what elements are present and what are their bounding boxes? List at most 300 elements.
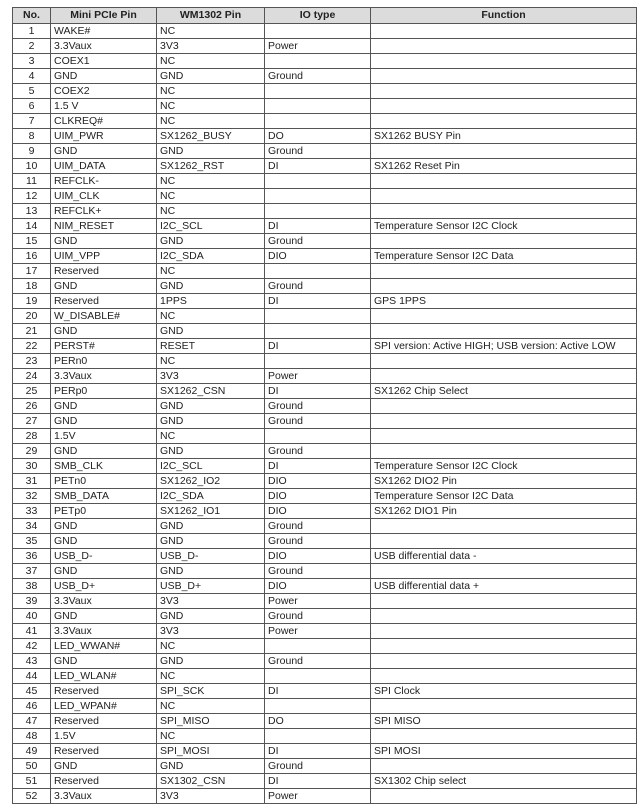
cell-wm1302-pin: GND bbox=[157, 324, 265, 339]
table-row bbox=[13, 714, 637, 729]
cell-mini-pcie-pin: PERp0 bbox=[51, 384, 157, 399]
cell-wm1302-pin: NC bbox=[157, 729, 265, 744]
cell-no: 39 bbox=[13, 594, 51, 609]
cell-no: 23 bbox=[13, 354, 51, 369]
cell-io-type: DIO bbox=[265, 579, 371, 594]
cell-io-type: Ground bbox=[265, 234, 371, 249]
cell-no: 46 bbox=[13, 699, 51, 714]
cell-io-type: Ground bbox=[265, 759, 371, 774]
table-row bbox=[13, 309, 637, 324]
cell-io-type: DIO bbox=[265, 474, 371, 489]
cell-wm1302-pin: GND bbox=[157, 534, 265, 549]
cell-function: Temperature Sensor I2C Data bbox=[371, 249, 637, 264]
cell-function: SX1262 BUSY Pin bbox=[371, 129, 637, 144]
cell-no: 38 bbox=[13, 579, 51, 594]
cell-io-type: DIO bbox=[265, 489, 371, 504]
cell-function bbox=[371, 114, 637, 129]
cell-wm1302-pin: USB_D+ bbox=[157, 579, 265, 594]
cell-function bbox=[371, 309, 637, 324]
table-row bbox=[13, 444, 637, 459]
cell-io-type: DI bbox=[265, 219, 371, 234]
cell-function bbox=[371, 729, 637, 744]
cell-io-type bbox=[265, 54, 371, 69]
cell-function bbox=[371, 189, 637, 204]
cell-mini-pcie-pin: GND bbox=[51, 279, 157, 294]
cell-no: 4 bbox=[13, 69, 51, 84]
cell-mini-pcie-pin: GND bbox=[51, 609, 157, 624]
cell-io-type: Ground bbox=[265, 279, 371, 294]
cell-no: 21 bbox=[13, 324, 51, 339]
cell-no: 3 bbox=[13, 54, 51, 69]
cell-io-type: Ground bbox=[265, 444, 371, 459]
cell-no: 36 bbox=[13, 549, 51, 564]
cell-function bbox=[371, 24, 637, 39]
cell-mini-pcie-pin: COEX1 bbox=[51, 54, 157, 69]
cell-wm1302-pin: NC bbox=[157, 669, 265, 684]
cell-io-type bbox=[265, 84, 371, 99]
cell-no: 26 bbox=[13, 399, 51, 414]
cell-mini-pcie-pin: GND bbox=[51, 759, 157, 774]
cell-mini-pcie-pin: PERn0 bbox=[51, 354, 157, 369]
cell-wm1302-pin: NC bbox=[157, 54, 265, 69]
cell-function: Temperature Sensor I2C Data bbox=[371, 489, 637, 504]
cell-no: 31 bbox=[13, 474, 51, 489]
cell-wm1302-pin: SX1262_CSN bbox=[157, 384, 265, 399]
cell-no: 14 bbox=[13, 219, 51, 234]
cell-io-type bbox=[265, 204, 371, 219]
cell-io-type: DI bbox=[265, 684, 371, 699]
cell-wm1302-pin: NC bbox=[157, 354, 265, 369]
cell-no: 34 bbox=[13, 519, 51, 534]
table-row bbox=[13, 459, 637, 474]
cell-wm1302-pin: SX1262_RST bbox=[157, 159, 265, 174]
cell-wm1302-pin: I2C_SCL bbox=[157, 459, 265, 474]
cell-mini-pcie-pin: Reserved bbox=[51, 714, 157, 729]
table-row bbox=[13, 564, 637, 579]
cell-no: 19 bbox=[13, 294, 51, 309]
table-row bbox=[13, 609, 637, 624]
cell-function: SPI Clock bbox=[371, 684, 637, 699]
cell-mini-pcie-pin: GND bbox=[51, 414, 157, 429]
cell-no: 42 bbox=[13, 639, 51, 654]
cell-mini-pcie-pin: GND bbox=[51, 324, 157, 339]
cell-mini-pcie-pin: GND bbox=[51, 399, 157, 414]
cell-no: 16 bbox=[13, 249, 51, 264]
cell-wm1302-pin: NC bbox=[157, 189, 265, 204]
cell-io-type: DI bbox=[265, 774, 371, 789]
table-row bbox=[13, 639, 637, 654]
cell-io-type: DIO bbox=[265, 249, 371, 264]
cell-function: Temperature Sensor I2C Clock bbox=[371, 459, 637, 474]
cell-no: 45 bbox=[13, 684, 51, 699]
table-row bbox=[13, 699, 637, 714]
cell-wm1302-pin: SPI_MISO bbox=[157, 714, 265, 729]
cell-mini-pcie-pin: 1.5V bbox=[51, 429, 157, 444]
cell-mini-pcie-pin: 1.5 V bbox=[51, 99, 157, 114]
cell-mini-pcie-pin: GND bbox=[51, 444, 157, 459]
cell-no: 50 bbox=[13, 759, 51, 774]
cell-wm1302-pin: GND bbox=[157, 519, 265, 534]
cell-wm1302-pin: NC bbox=[157, 24, 265, 39]
cell-no: 5 bbox=[13, 84, 51, 99]
cell-io-type bbox=[265, 309, 371, 324]
cell-io-type: Power bbox=[265, 369, 371, 384]
cell-mini-pcie-pin: REFCLK+ bbox=[51, 204, 157, 219]
cell-function: Temperature Sensor I2C Clock bbox=[371, 219, 637, 234]
cell-wm1302-pin: 3V3 bbox=[157, 624, 265, 639]
cell-function: SX1302 Chip select bbox=[371, 774, 637, 789]
cell-wm1302-pin: SX1302_CSN bbox=[157, 774, 265, 789]
cell-no: 7 bbox=[13, 114, 51, 129]
cell-wm1302-pin: GND bbox=[157, 414, 265, 429]
cell-mini-pcie-pin: CLKREQ# bbox=[51, 114, 157, 129]
cell-wm1302-pin: GND bbox=[157, 399, 265, 414]
cell-no: 30 bbox=[13, 459, 51, 474]
cell-io-type bbox=[265, 669, 371, 684]
cell-function: SPI version: Active HIGH; USB version: Active LOW bbox=[371, 339, 637, 354]
table-row bbox=[13, 339, 637, 354]
table-row bbox=[13, 624, 637, 639]
header-no: No. bbox=[13, 8, 51, 24]
cell-function bbox=[371, 54, 637, 69]
table-row bbox=[13, 114, 637, 129]
cell-wm1302-pin: GND bbox=[157, 144, 265, 159]
cell-io-type bbox=[265, 24, 371, 39]
table-row bbox=[13, 39, 637, 54]
table-row bbox=[13, 669, 637, 684]
cell-io-type bbox=[265, 99, 371, 114]
cell-mini-pcie-pin: GND bbox=[51, 654, 157, 669]
table-row bbox=[13, 69, 637, 84]
cell-io-type: Ground bbox=[265, 654, 371, 669]
table-row bbox=[13, 99, 637, 114]
cell-mini-pcie-pin: UIM_CLK bbox=[51, 189, 157, 204]
cell-no: 51 bbox=[13, 774, 51, 789]
table-row bbox=[13, 354, 637, 369]
cell-no: 20 bbox=[13, 309, 51, 324]
cell-mini-pcie-pin: GND bbox=[51, 534, 157, 549]
cell-function bbox=[371, 369, 637, 384]
cell-no: 2 bbox=[13, 39, 51, 54]
header-wm1302-pin: WM1302 Pin bbox=[157, 8, 265, 24]
cell-no: 18 bbox=[13, 279, 51, 294]
cell-function: SX1262 Chip Select bbox=[371, 384, 637, 399]
cell-wm1302-pin: GND bbox=[157, 564, 265, 579]
cell-no: 17 bbox=[13, 264, 51, 279]
cell-function: SX1262 Reset Pin bbox=[371, 159, 637, 174]
cell-function bbox=[371, 279, 637, 294]
cell-io-type bbox=[265, 354, 371, 369]
cell-function bbox=[371, 654, 637, 669]
cell-no: 49 bbox=[13, 744, 51, 759]
cell-mini-pcie-pin: PETp0 bbox=[51, 504, 157, 519]
cell-wm1302-pin: SX1262_BUSY bbox=[157, 129, 265, 144]
cell-io-type: Power bbox=[265, 594, 371, 609]
cell-wm1302-pin: NC bbox=[157, 429, 265, 444]
cell-no: 9 bbox=[13, 144, 51, 159]
cell-no: 37 bbox=[13, 564, 51, 579]
table-row bbox=[13, 534, 637, 549]
cell-io-type: DIO bbox=[265, 504, 371, 519]
cell-io-type: Power bbox=[265, 789, 371, 804]
cell-function bbox=[371, 414, 637, 429]
table-row bbox=[13, 654, 637, 669]
table-row bbox=[13, 84, 637, 99]
cell-mini-pcie-pin: GND bbox=[51, 234, 157, 249]
cell-no: 28 bbox=[13, 429, 51, 444]
cell-no: 25 bbox=[13, 384, 51, 399]
cell-io-type: Power bbox=[265, 624, 371, 639]
cell-wm1302-pin: GND bbox=[157, 759, 265, 774]
cell-mini-pcie-pin: 3.3Vaux bbox=[51, 369, 157, 384]
table-row bbox=[13, 789, 637, 804]
cell-no: 41 bbox=[13, 624, 51, 639]
table-row bbox=[13, 474, 637, 489]
cell-mini-pcie-pin: GND bbox=[51, 519, 157, 534]
cell-no: 6 bbox=[13, 99, 51, 114]
cell-wm1302-pin: NC bbox=[157, 99, 265, 114]
cell-function bbox=[371, 204, 637, 219]
cell-wm1302-pin: I2C_SDA bbox=[157, 489, 265, 504]
cell-io-type: DI bbox=[265, 339, 371, 354]
cell-function bbox=[371, 444, 637, 459]
cell-mini-pcie-pin: LED_WPAN# bbox=[51, 699, 157, 714]
cell-no: 12 bbox=[13, 189, 51, 204]
cell-mini-pcie-pin: UIM_DATA bbox=[51, 159, 157, 174]
cell-mini-pcie-pin: 3.3Vaux bbox=[51, 624, 157, 639]
cell-no: 48 bbox=[13, 729, 51, 744]
cell-mini-pcie-pin: COEX2 bbox=[51, 84, 157, 99]
cell-io-type bbox=[265, 699, 371, 714]
cell-wm1302-pin: SX1262_IO2 bbox=[157, 474, 265, 489]
cell-wm1302-pin: GND bbox=[157, 609, 265, 624]
cell-wm1302-pin: NC bbox=[157, 84, 265, 99]
cell-no: 1 bbox=[13, 24, 51, 39]
cell-function bbox=[371, 264, 637, 279]
cell-wm1302-pin: 3V3 bbox=[157, 369, 265, 384]
cell-wm1302-pin: GND bbox=[157, 279, 265, 294]
cell-io-type: DI bbox=[265, 159, 371, 174]
cell-mini-pcie-pin: Reserved bbox=[51, 264, 157, 279]
table-row bbox=[13, 249, 637, 264]
cell-wm1302-pin: NC bbox=[157, 699, 265, 714]
cell-function bbox=[371, 69, 637, 84]
table-row bbox=[13, 549, 637, 564]
cell-function bbox=[371, 399, 637, 414]
cell-io-type: Ground bbox=[265, 414, 371, 429]
table-row bbox=[13, 24, 637, 39]
cell-no: 33 bbox=[13, 504, 51, 519]
cell-function: SX1262 DIO2 Pin bbox=[371, 474, 637, 489]
cell-mini-pcie-pin: UIM_VPP bbox=[51, 249, 157, 264]
cell-mini-pcie-pin: 3.3Vaux bbox=[51, 789, 157, 804]
cell-io-type: DI bbox=[265, 384, 371, 399]
table-row bbox=[13, 684, 637, 699]
cell-function bbox=[371, 324, 637, 339]
cell-function bbox=[371, 84, 637, 99]
table-row bbox=[13, 519, 637, 534]
cell-io-type: Ground bbox=[265, 69, 371, 84]
cell-io-type: DI bbox=[265, 459, 371, 474]
cell-no: 8 bbox=[13, 129, 51, 144]
cell-io-type bbox=[265, 324, 371, 339]
header-io-type: IO type bbox=[265, 8, 371, 24]
cell-io-type: Ground bbox=[265, 144, 371, 159]
table-row bbox=[13, 324, 637, 339]
cell-no: 44 bbox=[13, 669, 51, 684]
cell-no: 29 bbox=[13, 444, 51, 459]
table-row bbox=[13, 219, 637, 234]
cell-mini-pcie-pin: PETn0 bbox=[51, 474, 157, 489]
table-row bbox=[13, 414, 637, 429]
cell-io-type: DO bbox=[265, 714, 371, 729]
cell-io-type bbox=[265, 174, 371, 189]
cell-mini-pcie-pin: USB_D+ bbox=[51, 579, 157, 594]
cell-mini-pcie-pin: 1.5V bbox=[51, 729, 157, 744]
cell-mini-pcie-pin: GND bbox=[51, 69, 157, 84]
cell-mini-pcie-pin: PERST# bbox=[51, 339, 157, 354]
cell-io-type: Ground bbox=[265, 519, 371, 534]
table-row bbox=[13, 264, 637, 279]
cell-no: 35 bbox=[13, 534, 51, 549]
cell-io-type bbox=[265, 429, 371, 444]
table-row bbox=[13, 204, 637, 219]
cell-function bbox=[371, 534, 637, 549]
cell-wm1302-pin: SPI_SCK bbox=[157, 684, 265, 699]
cell-no: 52 bbox=[13, 789, 51, 804]
table-row bbox=[13, 729, 637, 744]
cell-io-type: Power bbox=[265, 39, 371, 54]
table-row bbox=[13, 504, 637, 519]
cell-mini-pcie-pin: WAKE# bbox=[51, 24, 157, 39]
cell-function bbox=[371, 564, 637, 579]
cell-no: 24 bbox=[13, 369, 51, 384]
cell-wm1302-pin: 3V3 bbox=[157, 789, 265, 804]
cell-mini-pcie-pin: GND bbox=[51, 144, 157, 159]
header-function: Function bbox=[371, 8, 637, 24]
table-row bbox=[13, 429, 637, 444]
cell-wm1302-pin: NC bbox=[157, 264, 265, 279]
cell-wm1302-pin: GND bbox=[157, 444, 265, 459]
table-row bbox=[13, 489, 637, 504]
cell-function bbox=[371, 234, 637, 249]
cell-mini-pcie-pin: SMB_DATA bbox=[51, 489, 157, 504]
cell-wm1302-pin: 3V3 bbox=[157, 39, 265, 54]
cell-wm1302-pin: 3V3 bbox=[157, 594, 265, 609]
cell-no: 47 bbox=[13, 714, 51, 729]
cell-wm1302-pin: GND bbox=[157, 69, 265, 84]
cell-wm1302-pin: NC bbox=[157, 309, 265, 324]
cell-io-type bbox=[265, 189, 371, 204]
cell-wm1302-pin: SPI_MOSI bbox=[157, 744, 265, 759]
cell-function bbox=[371, 519, 637, 534]
cell-mini-pcie-pin: USB_D- bbox=[51, 549, 157, 564]
cell-io-type: Ground bbox=[265, 534, 371, 549]
cell-mini-pcie-pin: 3.3Vaux bbox=[51, 39, 157, 54]
cell-function bbox=[371, 594, 637, 609]
cell-function bbox=[371, 669, 637, 684]
header-mini-pcie-pin: Mini PCIe Pin bbox=[51, 8, 157, 24]
table-row bbox=[13, 399, 637, 414]
cell-function bbox=[371, 429, 637, 444]
cell-mini-pcie-pin: NIM_RESET bbox=[51, 219, 157, 234]
cell-function bbox=[371, 99, 637, 114]
cell-io-type bbox=[265, 264, 371, 279]
cell-mini-pcie-pin: Reserved bbox=[51, 294, 157, 309]
cell-wm1302-pin: RESET bbox=[157, 339, 265, 354]
cell-wm1302-pin: NC bbox=[157, 114, 265, 129]
cell-io-type: Ground bbox=[265, 399, 371, 414]
cell-function: USB differential data - bbox=[371, 549, 637, 564]
cell-function bbox=[371, 174, 637, 189]
table-row bbox=[13, 744, 637, 759]
cell-no: 13 bbox=[13, 204, 51, 219]
cell-io-type: Ground bbox=[265, 609, 371, 624]
table-row bbox=[13, 594, 637, 609]
cell-no: 32 bbox=[13, 489, 51, 504]
table-header-row bbox=[13, 8, 637, 24]
cell-io-type: DI bbox=[265, 294, 371, 309]
table-row bbox=[13, 369, 637, 384]
cell-mini-pcie-pin: GND bbox=[51, 564, 157, 579]
cell-mini-pcie-pin: REFCLK- bbox=[51, 174, 157, 189]
cell-function bbox=[371, 354, 637, 369]
cell-mini-pcie-pin: LED_WLAN# bbox=[51, 669, 157, 684]
cell-function: USB differential data + bbox=[371, 579, 637, 594]
cell-function: SPI MISO bbox=[371, 714, 637, 729]
cell-no: 27 bbox=[13, 414, 51, 429]
cell-wm1302-pin: NC bbox=[157, 174, 265, 189]
table-row bbox=[13, 129, 637, 144]
cell-no: 11 bbox=[13, 174, 51, 189]
cell-wm1302-pin: SX1262_IO1 bbox=[157, 504, 265, 519]
table-row bbox=[13, 189, 637, 204]
cell-wm1302-pin: I2C_SCL bbox=[157, 219, 265, 234]
cell-mini-pcie-pin: Reserved bbox=[51, 684, 157, 699]
cell-wm1302-pin: USB_D- bbox=[157, 549, 265, 564]
cell-wm1302-pin: NC bbox=[157, 204, 265, 219]
cell-no: 15 bbox=[13, 234, 51, 249]
cell-no: 10 bbox=[13, 159, 51, 174]
cell-mini-pcie-pin: LED_WWAN# bbox=[51, 639, 157, 654]
table-row bbox=[13, 774, 637, 789]
table-row bbox=[13, 579, 637, 594]
cell-wm1302-pin: NC bbox=[157, 639, 265, 654]
table-row bbox=[13, 759, 637, 774]
cell-mini-pcie-pin: 3.3Vaux bbox=[51, 594, 157, 609]
cell-wm1302-pin: GND bbox=[157, 654, 265, 669]
table-row bbox=[13, 384, 637, 399]
cell-io-type: DI bbox=[265, 744, 371, 759]
table-row bbox=[13, 294, 637, 309]
cell-function: SX1262 DIO1 Pin bbox=[371, 504, 637, 519]
cell-function: GPS 1PPS bbox=[371, 294, 637, 309]
table-row bbox=[13, 174, 637, 189]
cell-wm1302-pin: I2C_SDA bbox=[157, 249, 265, 264]
cell-function bbox=[371, 609, 637, 624]
cell-function: SPI MOSI bbox=[371, 744, 637, 759]
cell-function bbox=[371, 699, 637, 714]
cell-mini-pcie-pin: Reserved bbox=[51, 744, 157, 759]
table-row bbox=[13, 54, 637, 69]
cell-mini-pcie-pin: UIM_PWR bbox=[51, 129, 157, 144]
cell-io-type: DIO bbox=[265, 549, 371, 564]
cell-wm1302-pin: 1PPS bbox=[157, 294, 265, 309]
cell-function bbox=[371, 624, 637, 639]
table-row bbox=[13, 279, 637, 294]
table-body bbox=[13, 24, 637, 804]
table-row bbox=[13, 144, 637, 159]
